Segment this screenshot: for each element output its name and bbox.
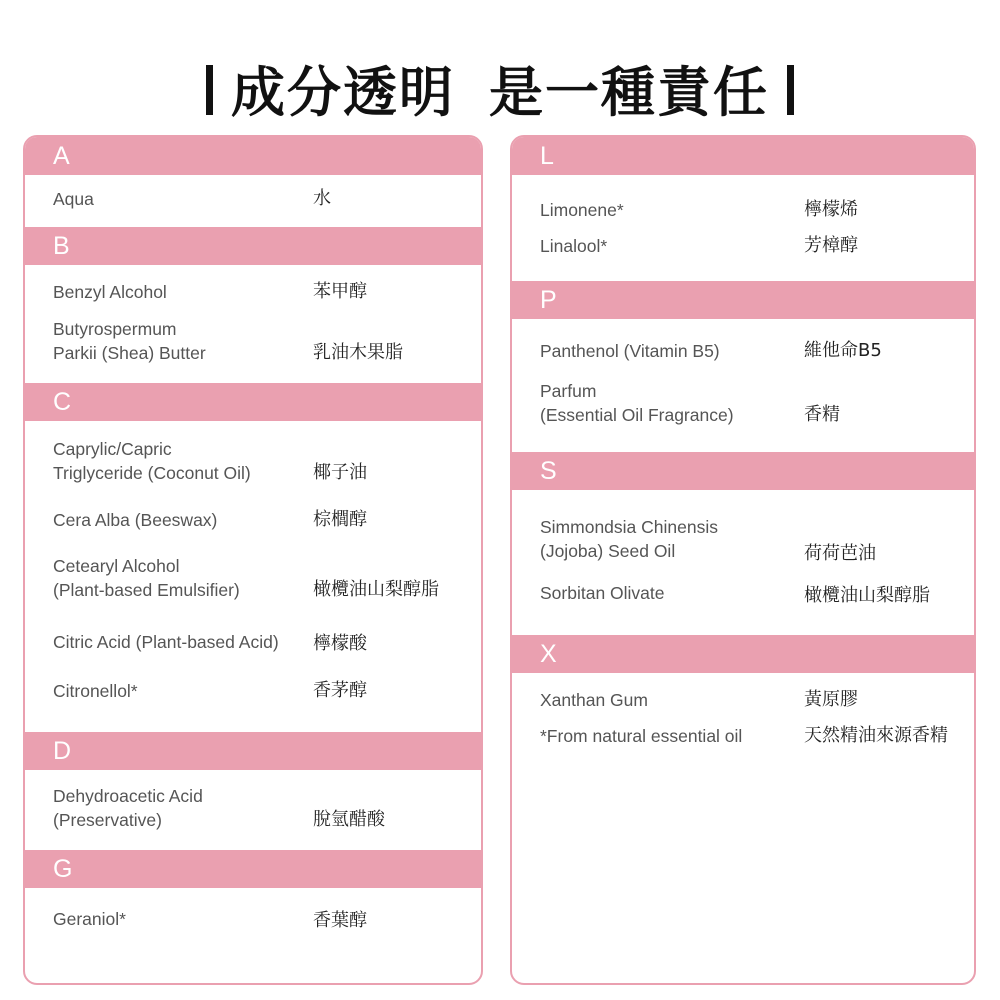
ingredient-en: Linalool*: [540, 236, 608, 256]
title-left: 成分透明: [231, 61, 455, 124]
ingredient-en: Geraniol*: [53, 909, 126, 929]
title-right: 是一種責任: [489, 61, 769, 124]
ingredients-panel-right: [510, 135, 976, 985]
ingredient-en: Panthenol (Vitamin B5): [540, 341, 720, 361]
title-bar-right: [787, 65, 794, 115]
ingredient-zh: 黃原膠: [804, 689, 858, 710]
ingredient-en: Caprylic/Capric Triglyceride (Coconut Oil): [53, 439, 251, 483]
ingredient-en: Benzyl Alcohol: [53, 282, 167, 302]
ingredient-en: *From natural essential oil: [540, 726, 743, 746]
ingredient-en: Citronellol*: [53, 681, 138, 701]
ingredient-zh: 檸檬酸: [313, 633, 367, 654]
ingredient-zh: 天然精油來源香精: [804, 725, 948, 746]
ingredient-zh: 芳樟醇: [804, 235, 858, 256]
section-header-a: A: [25, 137, 481, 175]
section-header-p: P: [512, 281, 974, 319]
title-bar-left: [206, 65, 213, 115]
ingredient-en: Dehydroacetic Acid (Preservative): [53, 786, 203, 830]
ingredient-en: Cera Alba (Beeswax): [53, 510, 218, 530]
ingredient-en: Simmondsia Chinensis (Jojoba) Seed Oil: [540, 517, 718, 561]
ingredient-zh: 脫氫醋酸: [313, 809, 385, 830]
ingredient-en: Limonene*: [540, 200, 624, 220]
ingredient-zh: 荷荷芭油: [804, 543, 876, 564]
section-header-x: X: [512, 635, 974, 673]
ingredient-zh: 乳油木果脂: [313, 342, 403, 363]
ingredient-en: Citric Acid (Plant-based Acid): [53, 632, 279, 652]
section-header-b: B: [25, 227, 481, 265]
page-title: [0, 58, 1000, 128]
ingredients-panel-left: [23, 135, 483, 985]
ingredient-zh: 維他命B5: [804, 340, 882, 361]
section-header-c: C: [25, 383, 481, 421]
ingredient-zh: 檸檬烯: [804, 199, 858, 220]
ingredient-zh: 橄欖油山梨醇脂: [313, 579, 439, 600]
section-header-d: D: [25, 732, 481, 770]
ingredient-en: Parfum (Essential Oil Fragrance): [540, 381, 734, 425]
ingredient-zh: 棕櫚醇: [313, 509, 367, 530]
ingredient-zh: 香茅醇: [313, 680, 367, 701]
ingredient-zh: 水: [313, 188, 331, 209]
section-header-s: S: [512, 452, 974, 490]
section-header-l: L: [512, 137, 974, 175]
ingredient-zh: 香葉醇: [313, 910, 367, 931]
ingredient-en: Aqua: [53, 189, 94, 209]
ingredient-en: Cetearyl Alcohol (Plant-based Emulsifier): [53, 556, 240, 600]
ingredient-zh: 椰子油: [313, 462, 367, 483]
ingredient-en: Butyrospermum Parkii (Shea) Butter: [53, 319, 206, 363]
ingredient-zh: 苯甲醇: [313, 281, 367, 302]
ingredient-en: Sorbitan Olivate: [540, 583, 665, 603]
ingredient-en: Xanthan Gum: [540, 690, 648, 710]
section-header-g: G: [25, 850, 481, 888]
ingredient-zh: 橄欖油山梨醇脂: [804, 585, 930, 606]
ingredient-zh: 香精: [804, 404, 840, 425]
